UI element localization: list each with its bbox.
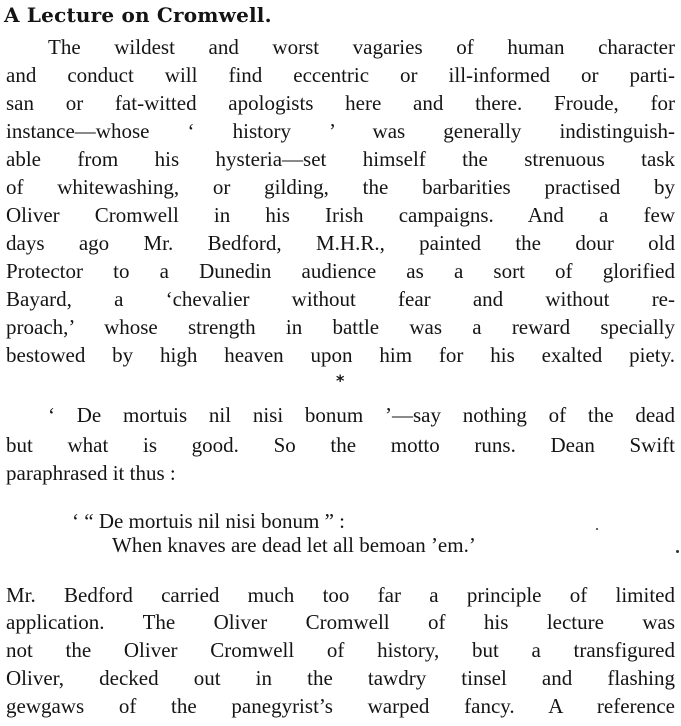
- paragraph-1-line: of whitewashing, or gilding, the barbarities practised by: [6, 175, 675, 199]
- print-speck: [676, 550, 679, 553]
- paragraph-1-line: san or fat-witted apologists here and there. Froude, for: [6, 91, 675, 115]
- paragraph-1-line: Oliver Cromwell in his Irish campaigns. And a few: [6, 203, 675, 227]
- section-separator-asterisk: *: [336, 371, 345, 390]
- paragraph-1-line: instance—whose ‘ history ’ was generally indistinguish-: [6, 119, 675, 143]
- paragraph-1-line: able from his hysteria—set himself the strenuous task: [6, 147, 675, 171]
- paragraph-3-line: Mr. Bedford carried much too far a principle of limited: [6, 583, 675, 607]
- print-speck: [596, 528, 598, 530]
- quotation-line: When knaves are dead let all bemoan ’em.’: [112, 533, 476, 557]
- paragraph-3-line: Oliver, decked out in the tawdry tinsel and flashing: [6, 666, 675, 690]
- paragraph-3-line: gewgaws of the panegyrist’s warped fancy. A reference: [6, 694, 675, 718]
- quotation-line: ‘ “ De mortuis nil nisi bonum ” :: [72, 509, 345, 533]
- paragraph-3-line: not the Oliver Cromwell of history, but a transfigured: [6, 638, 675, 662]
- paragraph-3-line: application. The Oliver Cromwell of his lecture was: [6, 610, 675, 634]
- paragraph-1-line: Protector to a Dunedin audience as a sort of glorified: [6, 259, 675, 283]
- paragraph-2-line: ‘ De mortuis nil nisi bonum ’—say nothing of the dead: [48, 403, 675, 427]
- paragraph-1-line: The wildest and worst vagaries of human character: [48, 35, 675, 59]
- paragraph-2-line: paraphrased it thus :: [6, 461, 176, 485]
- paragraph-1-line: and conduct will find eccentric or ill-informed or parti-: [6, 63, 675, 87]
- paragraph-2-line: but what is good. So the motto runs. Dean Swift: [6, 433, 675, 457]
- paragraph-1-line: proach,’ whose strength in battle was a reward specially: [6, 315, 675, 339]
- paragraph-1-line: bestowed by high heaven upon him for his exalted piety.: [6, 343, 675, 367]
- paragraph-1-line: days ago Mr. Bedford, M.H.R., painted the dour old: [6, 231, 675, 255]
- paragraph-1-line: Bayard, a ‘chevalier without fear and without re-: [6, 287, 675, 311]
- article-title: A Lecture on Cromwell.: [4, 3, 272, 27]
